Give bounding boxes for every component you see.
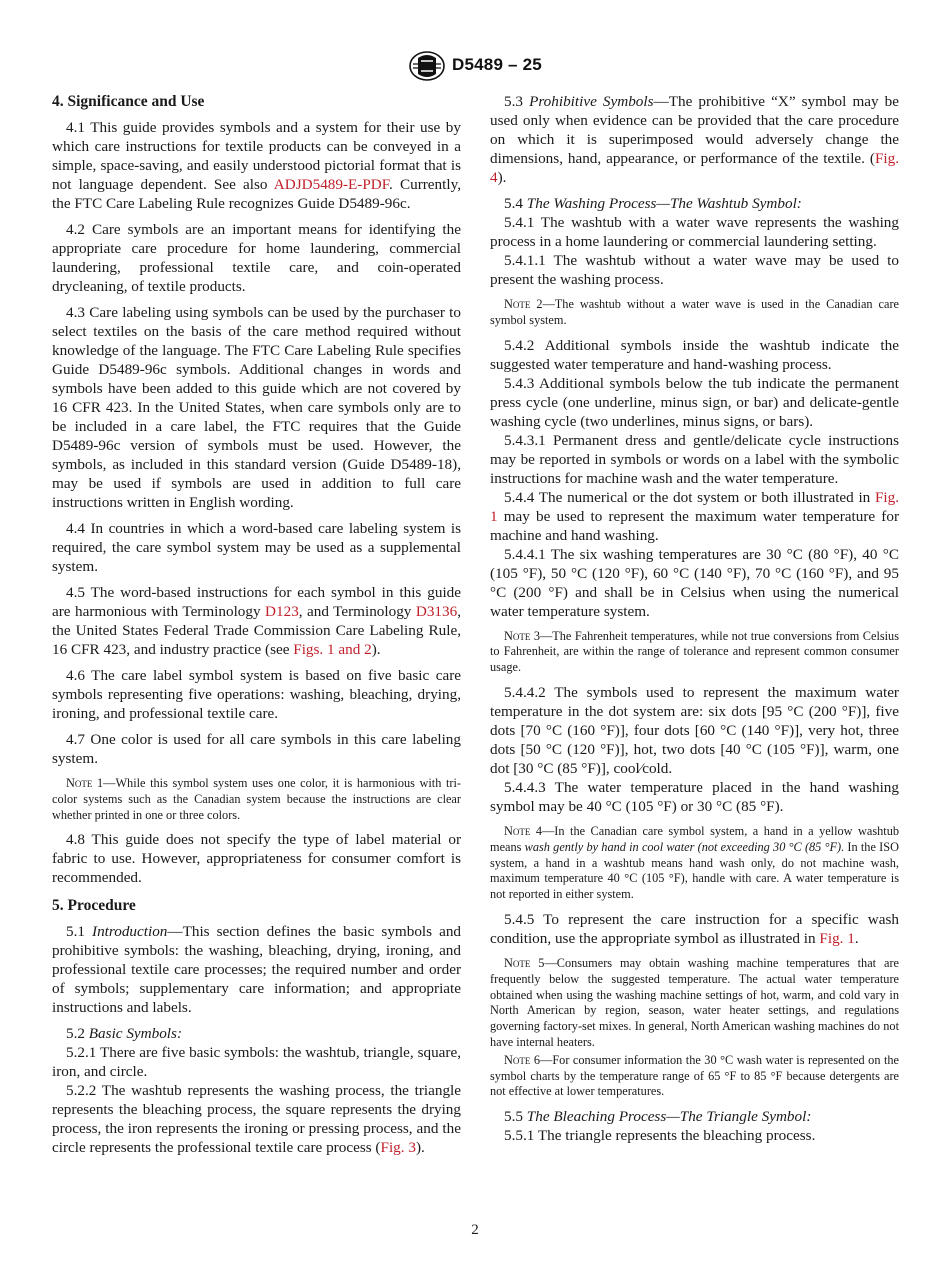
- page-number: 2: [471, 1222, 479, 1238]
- link-d3136[interactable]: D3136: [415, 603, 458, 620]
- paragraph-5-1: 5.1 Introduction—This section defines the basic symbols and prohibitive symbols: the washing, bleaching, drying, ironing, and professional textile care processes; the required number and order of symbols; supplementary care information; and appropriate instructions and labels.: [52, 923, 462, 1017]
- paragraph-4-1: 4.1 This guide provides symbols and a system for their use by which care instructions for textile products can be conveyed in a simple, space-saving, and easily understood pictorial format that is not language dependent. See also ADJD5489-E-PDF. Currently, the FTC Care Labeling Rule recognizes Guide D5489-96c.: [52, 119, 461, 212]
- link-fig-4[interactable]: Fig. 4: [490, 150, 899, 186]
- link-d123[interactable]: D123: [265, 603, 299, 620]
- paragraph-5-5-1: 5.5.1 The triangle represents the bleaching process.: [504, 1127, 816, 1145]
- note-6: Note 6—For consumer information the 30 °C wash water is represented on the symbol charts by the temperature range of 65 °F to 85 °F because detergents are not effective at lower temperatures.: [490, 1052, 899, 1099]
- note-4: Note 4—In the Canadian care symbol system, a hand in a yellow washtub means wash gently by hand in cool water (not exceeding 30 °C (85 °F). In the ISO system, a hand in a washtub means hand wash only, do not machine wash, maximum temperature 40 °C (105 °F), handle with care. A water temperature is not reported in either system.: [490, 823, 899, 902]
- paragraph-5-4-3: 5.4.3 Additional symbols below the tub indicate the permanent press cycle (one underline, minus sign, or bar) and delicate-gentle washing cycle (two underlines, minus signs, or bars).: [490, 374, 899, 430]
- paragraph-4-3: 4.3 Care labeling using symbols can be used by the purchaser to select textiles on the basis of the care method required without knowledge of the language. The FTC Care Labeling Rule specifies Guide D5489-96c symbols. Additional changes in words and symbols have been added to this guide which are not covered by 16 CFR 423. In the United States, when care symbols only are to be included in a care label, the FTC requires that the Guide D5489-96c version of symbols must be used. However, the symbols, as included in this standard version (Guide D5489-18), may be used if symbols are used in addition to full care instructions written in English wording.: [52, 304, 461, 511]
- paragraph-5-4-4: 5.4.4 The numerical or the dot system or both illustrated in Fig. 1 may be used to represent the maximum water temperature for machine and hand washing.: [490, 488, 899, 544]
- note-3: Note 3—The Fahrenheit temperatures, while not true conversions from Celsius to Fahrenheit, are within the range of tolerance and represent common consumer usage.: [490, 628, 899, 675]
- paragraph-5-4-1-1: 5.4.1.1 The washtub without a water wave may be used to present the washing process.: [490, 252, 899, 288]
- paragraph-4-8: 4.8 This guide does not specify the type of label material or fabric to use. However, appropriateness for consumer comfort is recommended.: [52, 831, 461, 887]
- link-adjd5489[interactable]: ADJD5489-E-PDF: [273, 176, 390, 193]
- paragraph-5-4-4-3: 5.4.4.3 The water temperature placed in the hand washing symbol may be 40 °C (105 °F) or 30 °C (85 °F).: [490, 778, 899, 815]
- right-column: [490, 92, 899, 1145]
- document-designation: D5489 – 25: [452, 55, 542, 74]
- section-heading-significance: 4. Significance and Use: [52, 93, 205, 110]
- paragraph-4-7: 4.7 One color is used for all care symbols in this care labeling system.: [52, 731, 461, 767]
- paragraph-4-4: 4.4 In countries in which a word-based care labeling system is required, the care symbol system may be used as a supplemental system.: [52, 520, 461, 575]
- paragraph-4-2: 4.2 Care symbols are an important means for identifying the appropriate care procedure for home laundering, commercial laundering, professional textile care, and coin-operated drycleaning, of textile products.: [52, 221, 461, 295]
- paragraph-5-4-1: 5.4.1 The washtub with a water wave represents the washing process in a home laundering or commercial laundering setting.: [490, 214, 899, 250]
- note-1: Note 1—While this symbol system uses one color, it is harmonious with tri-color systems such as the Canadian system because the instructions are clear whether printed in one or three colors.: [52, 776, 461, 822]
- note-5: Note 5—Consumers may obtain washing machine temperatures that are frequently below the suggested temperature. The actual water temperature obtained when using the washing machine settings of hot, warm, and cold vary in North American by region, season, water heater settings, and regulations governing factory-set mixes. In general, North American washing machines do not have internal heaters.: [490, 955, 899, 1049]
- paragraph-4-6: 4.6 The care label symbol system is based on five basic care symbols representing five operations: washing, bleaching, drying, ironing, and professional textile care.: [52, 667, 461, 722]
- paragraph-5-4-4-2: 5.4.4.2 The symbols used to represent the maximum water temperature in the dot system are: six dots [95 °C (200 °F)], five dots [70 °C (160 °F)], four dots [60 °C (140 °F)], very hot, three dots [50 °C (120 °F)], hot, two dots [40 °C (105 °F)], warm, one dot [30 °C (85 °F)], cool⁄cold.: [490, 683, 899, 777]
- paragraph-5-5: 5.5 The Bleaching Process—The Triangle Symbol:: [504, 1108, 812, 1126]
- link-fig-1-a[interactable]: Fig. 1: [490, 488, 899, 525]
- paragraph-5-2-1: 5.2.1 There are five basic symbols: the washtub, triangle, square, iron, and circle.: [52, 1044, 461, 1081]
- paragraph-5-4-5: 5.4.5 To represent the care instruction for a specific wash condition, use the appropriate symbol as illustrated in Fig. 1.: [490, 910, 899, 947]
- paragraph-5-4: 5.4 The Washing Process—The Washtub Symbol:: [504, 195, 802, 212]
- paragraph-5-2-2: 5.2.2 The washtub represents the washing process, the triangle represents the bleaching process, the square represents the drying process, the iron represents the ironing or pressing process, and the circle represents the professional textile care process (Fig. 3).: [52, 1082, 461, 1157]
- paragraph-5-4-2: 5.4.2 Additional symbols inside the washtub indicate the suggested water temperature and hand-washing process.: [490, 336, 899, 373]
- paragraph-5-4-3-1: 5.4.3.1 Permanent dress and gentle/delicate cycle instructions may be reported in symbols or words on a label with the symbolic instructions for machine wash and the water temperature.: [490, 431, 899, 487]
- left-column: [52, 92, 461, 1157]
- note-2: Note 2—The washtub without a water wave is used in the Canadian care symbol system.: [490, 297, 899, 327]
- paragraph-4-5: 4.5 The word-based instructions for each symbol in this guide are harmonious with Terminology D123, and Terminology D3136, the United States Federal Trade Commission Care Labeling Rule, 16 CFR 423, and industry practice (see Figs. 1 and 2).: [52, 584, 461, 658]
- paragraph-5-3: 5.3 Prohibitive Symbols—The prohibitive “X” symbol may be used only when evidence can be provided that the care procedure on which it is superimposed would adversely change the dimensions, hand, appearance, or performance of the textile. (Fig. 4).: [490, 93, 900, 186]
- link-figs-1-2[interactable]: Figs. 1 and 2: [293, 641, 372, 658]
- link-fig-3[interactable]: Fig. 3: [380, 1139, 416, 1157]
- astm-logo-icon: [409, 50, 445, 82]
- section-heading-procedure: 5. Procedure: [52, 897, 136, 915]
- paragraph-5-4-4-1: 5.4.4.1 The six washing temperatures are 30 °C (80 °F), 40 °C (105 °F), 50 °C (120 °F), 60 °C (140 °F), 70 °C (160 °F), and 95 °C (200 °F) and shall be in Celsius when using the numerical water temperature system.: [490, 545, 899, 620]
- paragraph-5-2: 5.2 Basic Symbols:: [66, 1025, 182, 1043]
- link-fig-1-b[interactable]: Fig. 1: [819, 929, 855, 947]
